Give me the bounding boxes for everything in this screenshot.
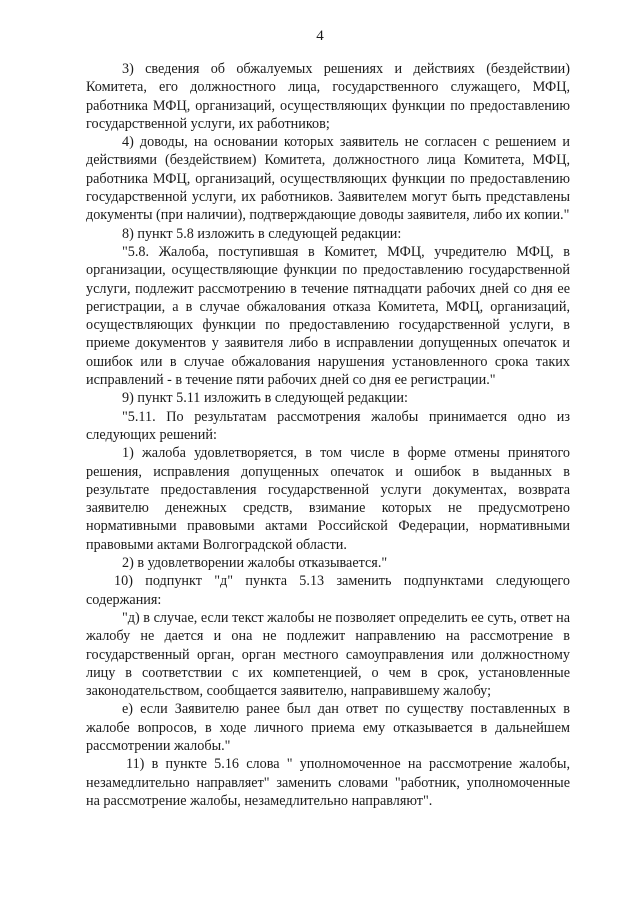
paragraph-item-3: 3) сведения об обжалуемых решениях и действиях (бездействии) Комитета, его должностного лица, государственного служащего, МФЦ, работника МФЦ, организаций, осуществляющих функции по предоставлению государственной услуги, их работников; (86, 61, 570, 132)
paragraph-point-8: 8) пункт 5.8 изложить в следующей редакции: (122, 225, 402, 242)
paragraph-subpoint-e: е) если Заявителю ранее был дан ответ по существу поставленных в жалобе вопросов, в ходе личного приема ему отказывается в дальнейшем рассмотрении жалобы." (86, 701, 570, 754)
paragraph-subpoint-d: "д) в случае, если текст жалобы не позволяет определить ее суть, ответ на жалобу не дается и она не подлежит направлению на рассмотрение в государственный орган, орган местного самоуправления или должностному лицу в соответствии с их компетенцией, о чем в срок, установленные законодательством, сообщается заявителю, направившему жалобу; (86, 609, 570, 700)
document-body (86, 60, 570, 810)
paragraph-item-4: 4) доводы, на основании которых заявитель не согласен с решением и действиями (бездействием) Комитета, должностного лица Комитета, МФЦ, работника МФЦ, организаций, осуществляющих функции по предоставлению государственной услуги, их работников. Заявителем могут быть представлены документы (при наличии), подтверждающие доводы заявителя, либо их копии." (86, 134, 570, 224)
paragraph-point-11: 11) в пункте 5.16 слова " уполномоченное на рассмотрение жалобы, незамедлительно направляет" заменить словами "работник, уполномоченные на рассмотрение жалобы, незамедлительно направляют". (86, 756, 570, 809)
paragraph-clause-5-8: "5.8. Жалоба, поступившая в Комитет, МФЦ, учредителю МФЦ, в организации, осуществляющие функции по предоставлению государственной услуги, подлежит рассмотрению в течение пятнадцати рабочих дней со дня ее регистрации, а в случае обжалования отказа Комитета, МФЦ, организаций, осуществляющих функции по предоставлению государственной услуги, в приеме документов у заявителя либо в исправлении допущенных опечаток и ошибок или в случае обжалования нарушения установленного срока таких исправлений - в течение пяти рабочих дней со дня ее регистрации." (86, 243, 570, 389)
paragraph-decision-2: 2) в удовлетворении жалобы отказывается." (122, 555, 388, 572)
page-number: 4 (316, 28, 324, 44)
paragraph-decision-1: 1) жалоба удовлетворяется, в том числе в форме отмены принятого решения, исправления допущенных опечаток и ошибок в выданных в результате предоставления государственной услуги документах, возврата заявителю денежных средств, взимание которых не предусмотрено нормативными правовыми актами Российской Федерации, нормативными правовыми актами Волгоградской области. (86, 445, 570, 553)
paragraph-clause-5-11: "5.11. По результатам рассмотрения жалобы принимается одно из следующих решений: (86, 408, 570, 443)
paragraph-point-10: 10) подпункт "д" пункта 5.13 заменить подпунктами следующего содержания: (86, 573, 570, 608)
paragraph-point-9: 9) пункт 5.11 изложить в следующей редакции: (122, 390, 408, 407)
